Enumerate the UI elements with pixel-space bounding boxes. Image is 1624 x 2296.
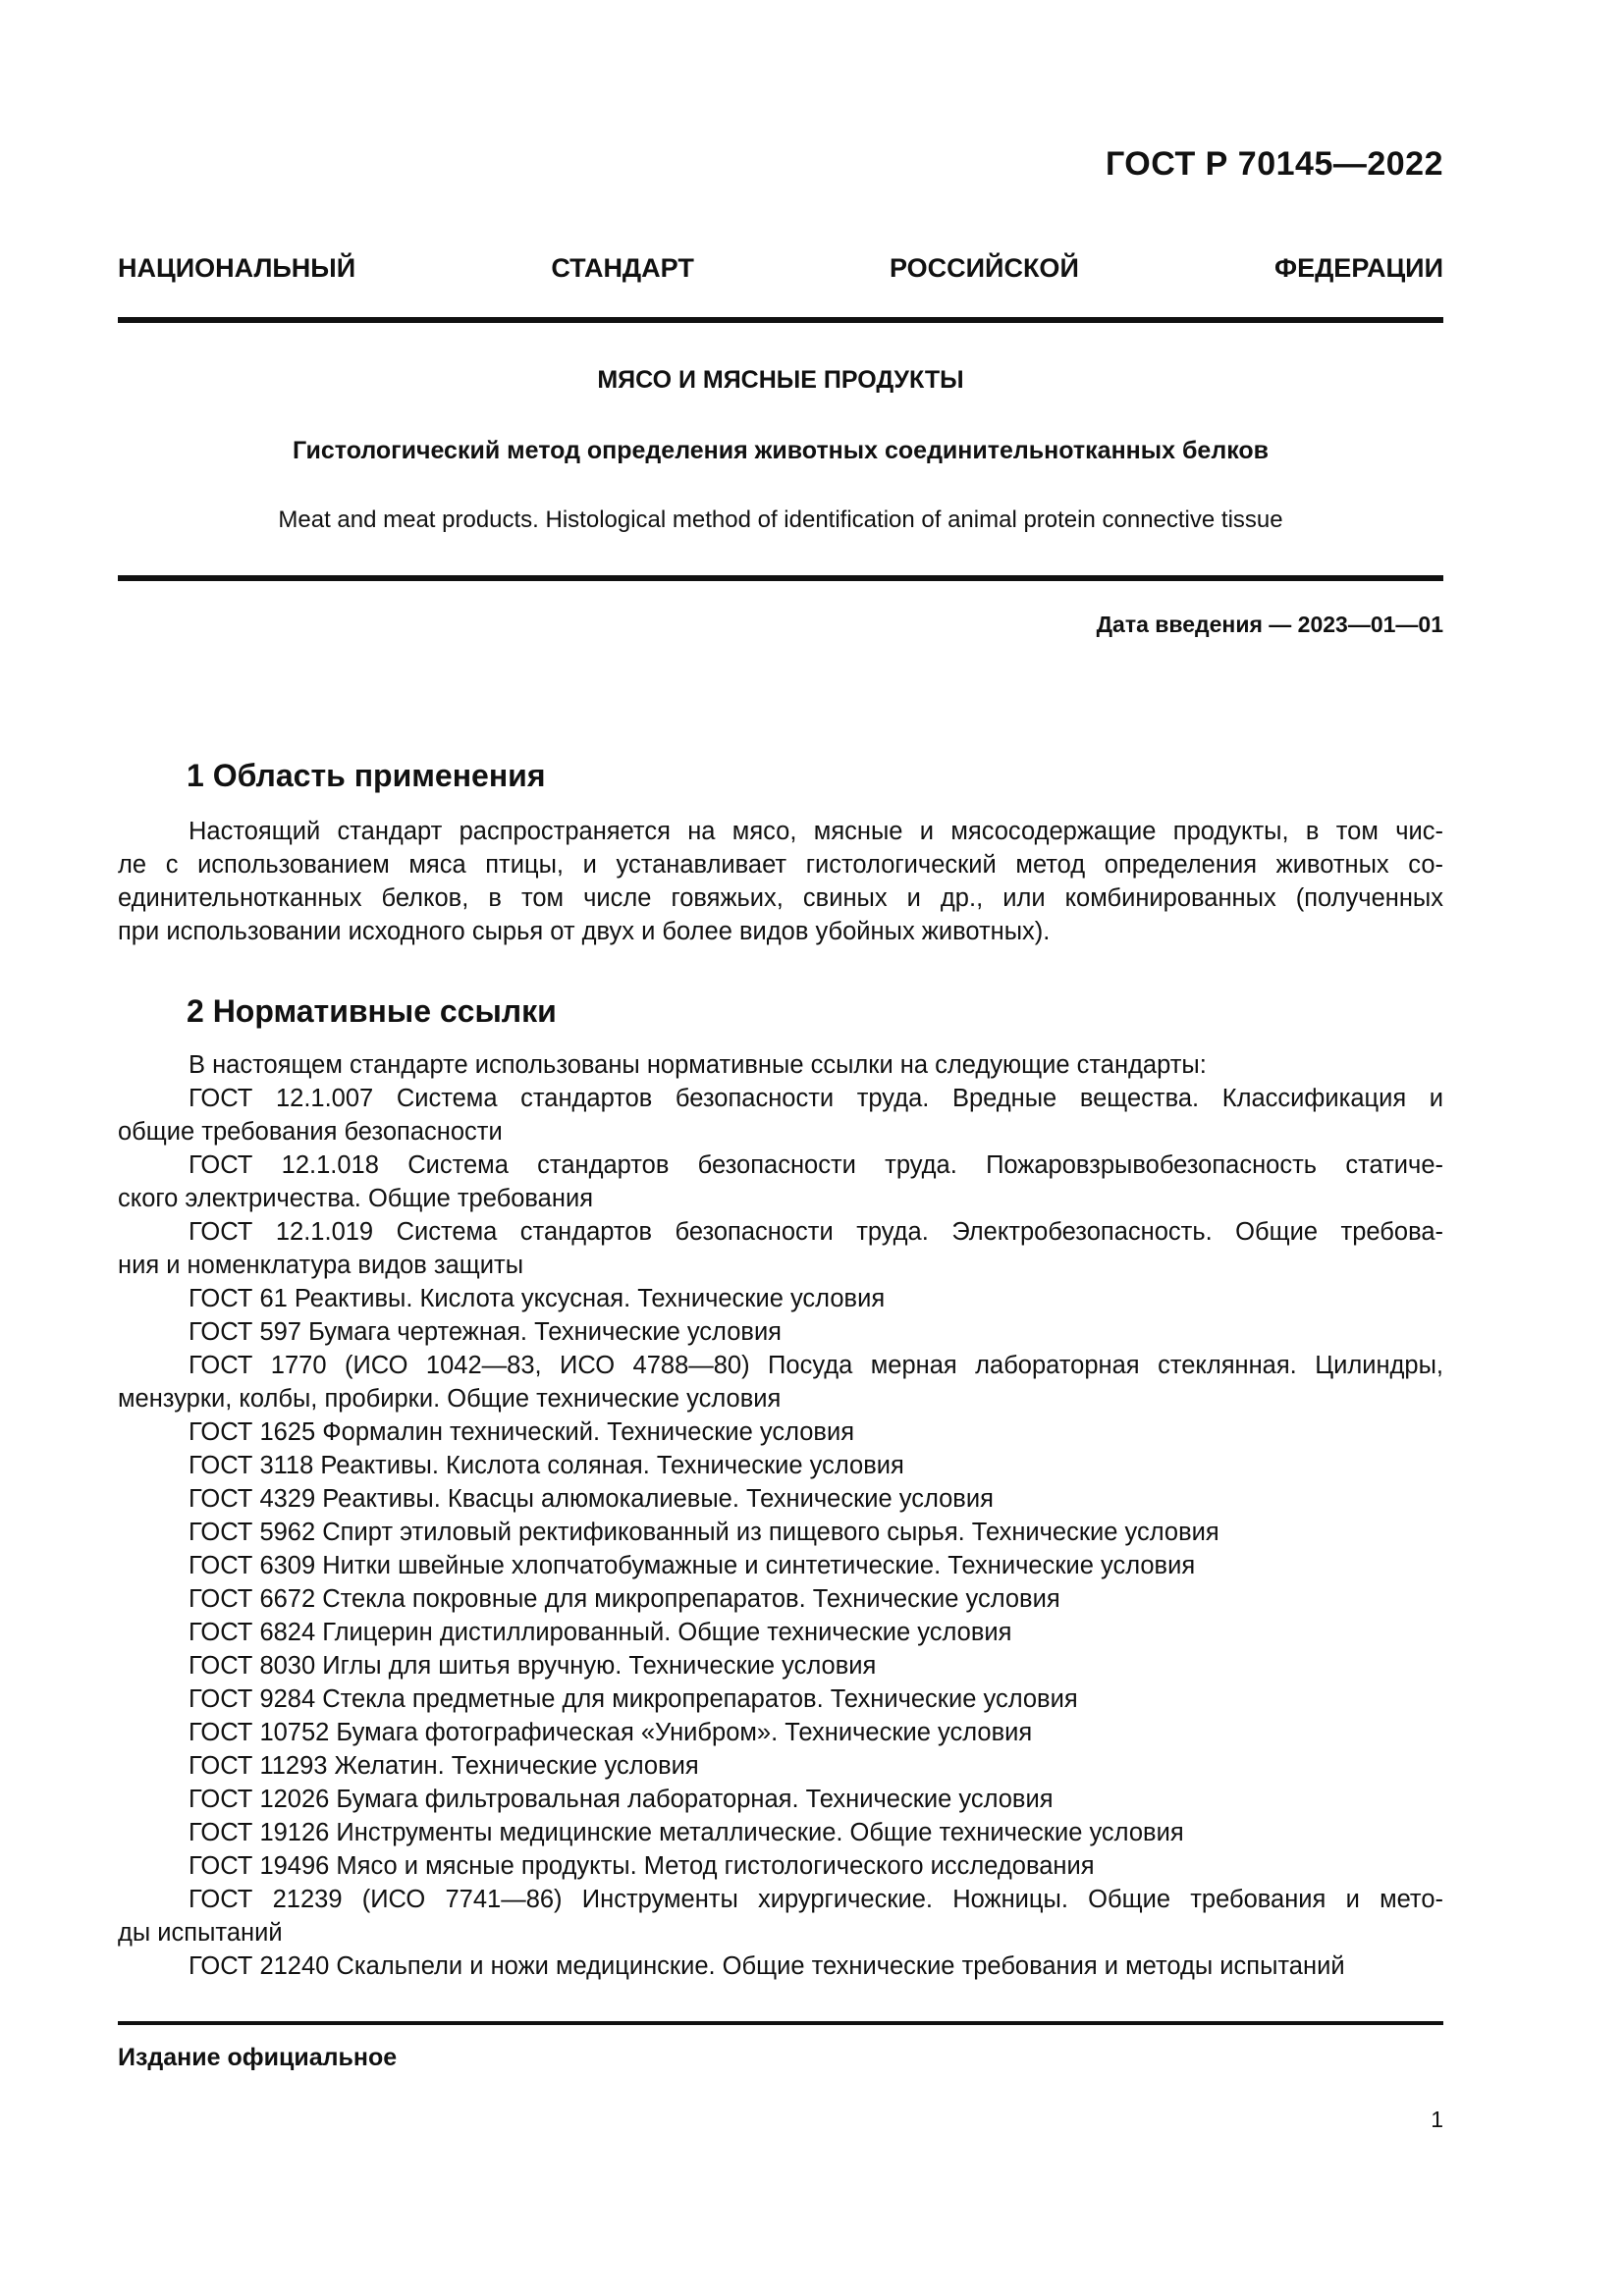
document-number: ГОСТ Р 70145—2022 [1105,145,1443,183]
edition-label: Издание официальное [118,2044,398,2071]
reference-line: ГОСТ 597 Бумага чертежная. Технические условия [189,1318,782,1346]
reference-line: ГОСТ 19496 Мясо и мясные продукты. Метод гистологического исследования [189,1852,1095,1880]
reference-line: ГОСТ 1625 Формалин технический. Технические условия [189,1418,855,1446]
reference-line: ского электричества. Общие требования [118,1185,594,1212]
text-line: при использовании исходного сырья от двух и более видов убойных животных). [118,918,1051,945]
reference-line: ГОСТ 12.1.018 Система стандартов безопасности труда. Пожаровзрывобезопасность статиче- [189,1151,1443,1179]
reference-line: ГОСТ 10752 Бумага фотографическая «Унибром». Технические условия [189,1719,1033,1746]
section-1-heading: 1 Область применения [187,758,546,793]
document-subtitle: Гистологический метод определения животных соединительнотканных белков [292,437,1270,464]
title-divider [118,575,1443,581]
text-line: Настоящий стандарт распространяется на мясо, мясные и мясосодержащие продукты, в том чис- [189,818,1443,845]
reference-line: ГОСТ 6309 Нитки швейные хлопчатобумажные и синтетические. Технические условия [189,1552,1196,1579]
reference-line: ГОСТ 5962 Спирт этиловый ректификованный из пищевого сырья. Технические условия [189,1519,1219,1546]
normative-references-list [118,1048,1443,1983]
reference-line: общие требования безопасности [118,1118,503,1146]
text-line: единительнотканных белков, в том числе говяжьих, свиных и др., или комбинированных (полученных [118,884,1443,912]
text-line: В настоящем стандарте использованы нормативные ссылки на следующие стандарты: [189,1051,1207,1079]
page-number: 1 [1431,2107,1443,2132]
reference-line: ГОСТ 12026 Бумага фильтровальная лабораторная. Технические условия [189,1786,1054,1813]
english-title: Meat and meat products. Histological method of identification of animal protein connective tissue [278,507,1283,533]
section-1-text [118,815,1443,948]
reference-line: ГОСТ 4329 Реактивы. Квасцы алюмокалиевые. Технические условия [189,1485,994,1513]
reference-line: ГОСТ 3118 Реактивы. Кислота соляная. Технические условия [189,1452,904,1479]
reference-line: ния и номенклатура видов защиты [118,1252,524,1279]
reference-line: мензурки, колбы, пробирки. Общие технические условия [118,1385,782,1413]
reference-line: ГОСТ 21239 (ИСО 7741—86) Инструменты хирургические. Ножницы. Общие требования и мето- [189,1886,1443,1913]
reference-line: ды испытаний [118,1919,283,1947]
text-line: ле с использованием мяса птицы, и устанавливает гистологический метод определения животных со- [118,851,1443,879]
reference-line: ГОСТ 8030 Иглы для шитья вручную. Технические условия [189,1652,877,1680]
reference-line: ГОСТ 11293 Желатин. Технические условия [189,1752,699,1780]
reference-line: ГОСТ 21240 Скальпели и ножи медицинские. Общие технические требования и методы испытаний [189,1952,1345,1980]
section-2-heading: 2 Нормативные ссылки [187,993,557,1029]
header-divider [118,317,1443,323]
reference-line: ГОСТ 12.1.019 Система стандартов безопасности труда. Электробезопасность. Общие требова- [189,1218,1443,1246]
footer-divider [118,2021,1443,2025]
document-title: МЯСО И МЯСНЫЕ ПРОДУКТЫ [597,366,964,394]
national-standard-title: НАЦИОНАЛЬНЫЙ СТАНДАРТ РОССИЙСКОЙ ФЕДЕРАЦИИ [118,253,1443,283]
introduction-date: Дата введения — 2023—01—01 [1096,612,1443,637]
reference-line: ГОСТ 9284 Стекла предметные для микропрепаратов. Технические условия [189,1685,1078,1713]
reference-line: ГОСТ 6824 Глицерин дистиллированный. Общие технические условия [189,1619,1012,1646]
reference-line: ГОСТ 1770 (ИСО 1042—83, ИСО 4788—80) Посуда мерная лабораторная стеклянная. Цилиндры, [189,1352,1443,1379]
reference-line: ГОСТ 6672 Стекла покровные для микропрепаратов. Технические условия [189,1585,1060,1613]
reference-line: ГОСТ 61 Реактивы. Кислота уксусная. Технические условия [189,1285,886,1312]
reference-line: ГОСТ 19126 Инструменты медицинские металлические. Общие технические условия [189,1819,1184,1846]
reference-line: ГОСТ 12.1.007 Система стандартов безопасности труда. Вредные вещества. Классификация и [189,1085,1443,1112]
